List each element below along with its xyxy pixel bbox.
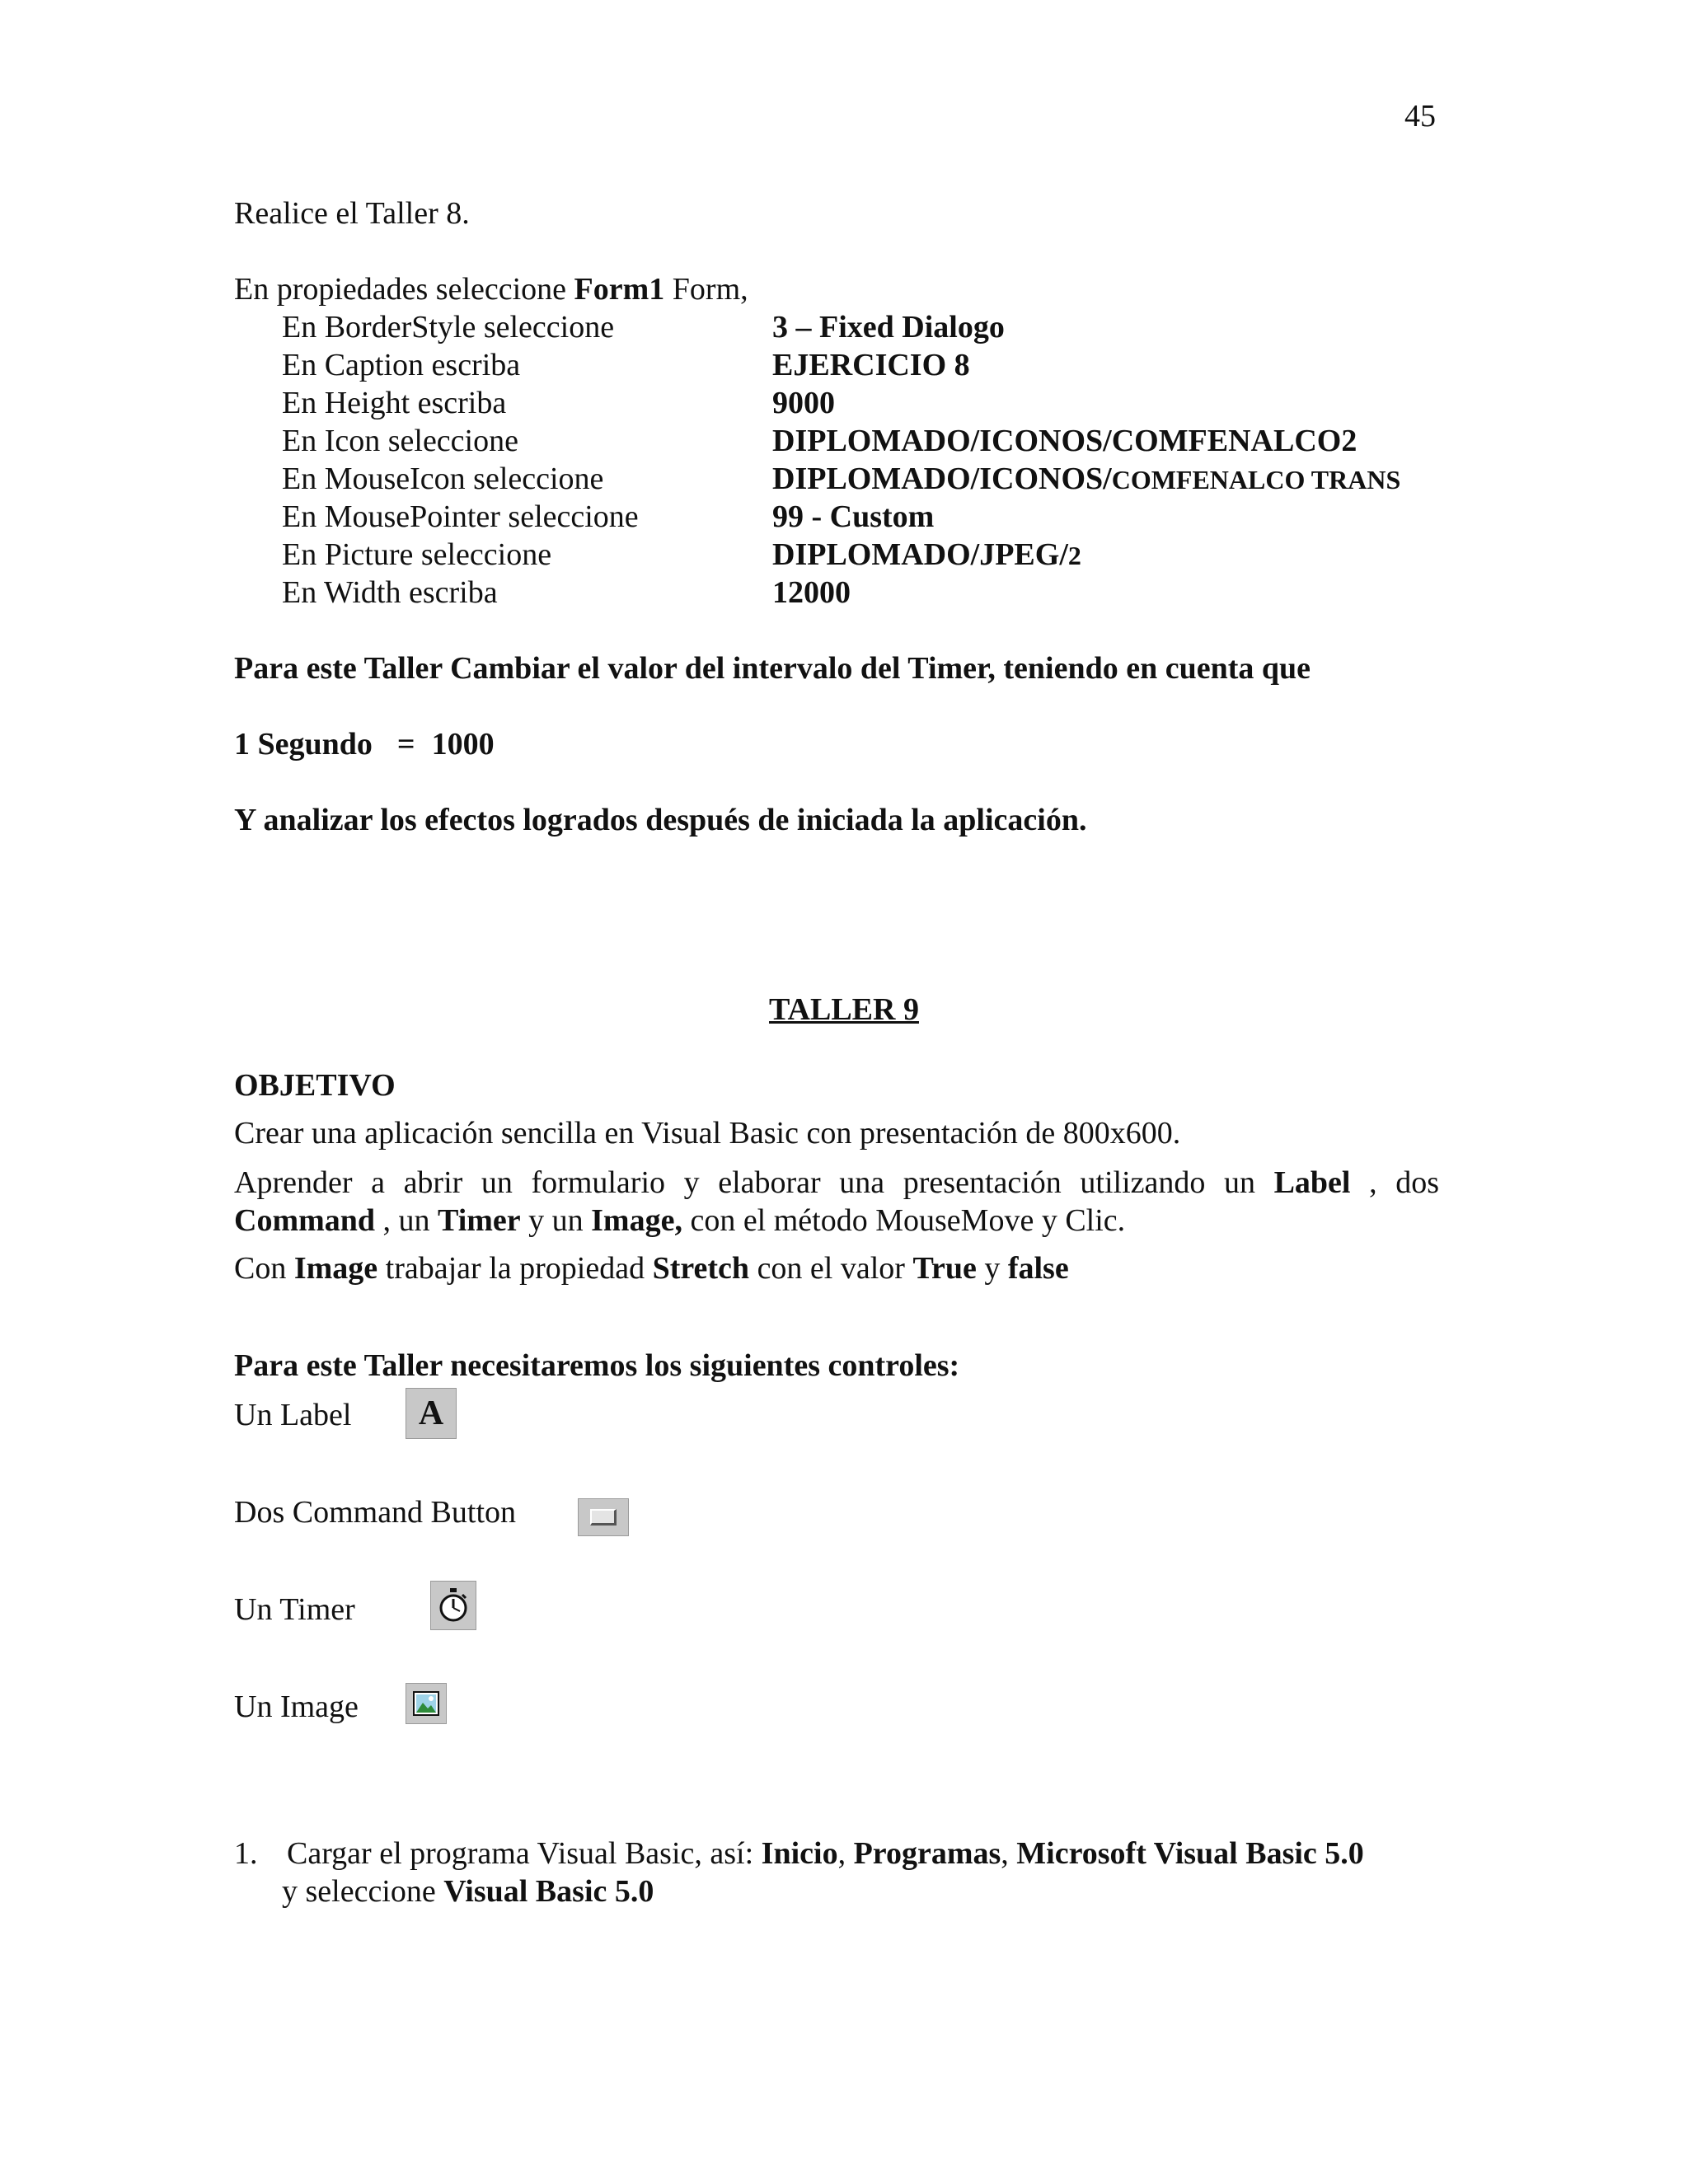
page-number: 45: [1404, 99, 1436, 134]
timer-tool-icon: [430, 1581, 476, 1630]
property-label: En Icon seleccione: [282, 424, 518, 458]
property-value-text: DIPLOMADO/JPEG/: [772, 537, 1068, 572]
properties-intro-form: Form1: [574, 272, 665, 307]
segundo-left: 1 Segundo: [234, 727, 373, 762]
taller-title: TALLER 9: [769, 992, 919, 1027]
property-value: [772, 346, 970, 384]
property-value-small: COMFENALCO TRANS: [1111, 465, 1401, 494]
property-label: En BorderStyle seleccione: [282, 310, 615, 344]
objetivo-paragraph-2: [234, 1164, 1439, 1240]
bold-run: Image,: [591, 1203, 682, 1238]
objetivo-title: OBJETIVO: [234, 1068, 396, 1103]
bold-run: Programas: [853, 1836, 1001, 1871]
bold-run: false: [1007, 1251, 1069, 1286]
control-image-text: Un Image: [234, 1690, 359, 1724]
text-run: con el valor: [749, 1251, 913, 1286]
property-value-text: 12000: [772, 575, 851, 610]
property-label: En Height escriba: [282, 386, 507, 420]
segundo-equivalence: [234, 725, 495, 763]
property-value: [772, 536, 1081, 574]
bold-run: Timer: [438, 1203, 521, 1238]
image-tool-icon: [406, 1683, 447, 1724]
property-label: En MouseIcon seleccione: [282, 462, 604, 496]
properties-intro-suffix: Form,: [664, 272, 748, 307]
property-value-text: EJERCICIO 8: [772, 348, 970, 382]
property-value-text: 9000: [772, 386, 835, 420]
bold-run: Command: [234, 1203, 376, 1238]
bold-run: True: [912, 1251, 977, 1286]
properties-intro-prefix: En propiedades seleccione: [234, 272, 574, 307]
property-label: En Caption escriba: [282, 348, 521, 382]
control-label-text: Un Label: [234, 1398, 352, 1432]
bold-run: Inicio: [761, 1836, 838, 1871]
property-value-text: 99 - Custom: [772, 499, 935, 534]
segundo-right: 1000: [431, 727, 495, 762]
command-button-tool-icon: [578, 1498, 629, 1536]
text-run: con el método MouseMove y Clic.: [682, 1203, 1126, 1238]
text-run: ,: [837, 1836, 854, 1871]
bold-run: Visual Basic 5.0: [443, 1874, 654, 1909]
timer-note: Para este Taller Cambiar el valor del intervalo del Timer, teniendo en cuenta que: [234, 651, 1311, 686]
analyze-line: Y analizar los efectos logrados después de iniciada la aplicación.: [234, 803, 1087, 837]
objetivo-paragraph-3: [234, 1249, 1069, 1287]
text-run: , un: [375, 1203, 438, 1238]
controls-title: Para este Taller necesitaremos los siguientes controles:: [234, 1348, 960, 1383]
step-1-line-2: [282, 1872, 654, 1910]
property-value-text: DIPLOMADO/ICONOS/COMFENALCO2: [772, 424, 1357, 458]
control-command-text: Dos Command Button: [234, 1495, 517, 1530]
step-1-line-1: [287, 1835, 1364, 1872]
text-run: Cargar el programa Visual Basic, así:: [287, 1836, 762, 1871]
property-value: [772, 422, 1357, 460]
label-tool-glyph: A: [418, 1394, 444, 1432]
property-label: En Picture seleccione: [282, 537, 552, 572]
bold-run: Stretch: [652, 1251, 750, 1286]
bold-run: Microsoft Visual Basic 5.0: [1016, 1836, 1364, 1871]
property-value-text: DIPLOMADO/ICONOS/: [772, 462, 1112, 496]
property-label: En MousePointer seleccione: [282, 499, 639, 534]
text-run: ,: [1001, 1836, 1017, 1871]
property-value: [772, 384, 835, 422]
text-run: y un: [520, 1203, 592, 1238]
property-value: [772, 308, 1005, 346]
text-run: y seleccione: [282, 1874, 444, 1909]
control-timer-text: Un Timer: [234, 1592, 355, 1627]
stopwatch-icon: [437, 1587, 470, 1624]
label-tool-icon: [406, 1388, 457, 1439]
properties-intro: [234, 270, 748, 308]
property-label: En Width escriba: [282, 575, 498, 610]
property-value: [772, 460, 1400, 499]
picture-icon: [413, 1691, 439, 1716]
step-1-number: 1.: [234, 1836, 258, 1871]
segundo-equals: =: [396, 727, 415, 762]
text-run: Con: [234, 1251, 294, 1286]
intro-line: Realice el Taller 8.: [234, 196, 470, 231]
bold-run: Label: [1273, 1165, 1351, 1200]
property-value-small: 2: [1067, 541, 1081, 570]
command-button-glyph: [590, 1509, 617, 1526]
text-run: Aprender a abrir un formulario y elaborar una presentación utilizando un: [234, 1165, 1274, 1200]
property-value: [772, 574, 851, 612]
text-run: , dos: [1350, 1165, 1439, 1200]
text-run: y: [976, 1251, 1008, 1286]
property-value-text: 3 – Fixed Dialogo: [772, 310, 1005, 344]
objetivo-line-1: Crear una aplicación sencilla en Visual Basic con presentación de 800x600.: [234, 1116, 1181, 1151]
bold-run: Image: [293, 1251, 378, 1286]
text-run: trabajar la propiedad: [377, 1251, 653, 1286]
property-value: [772, 498, 934, 536]
